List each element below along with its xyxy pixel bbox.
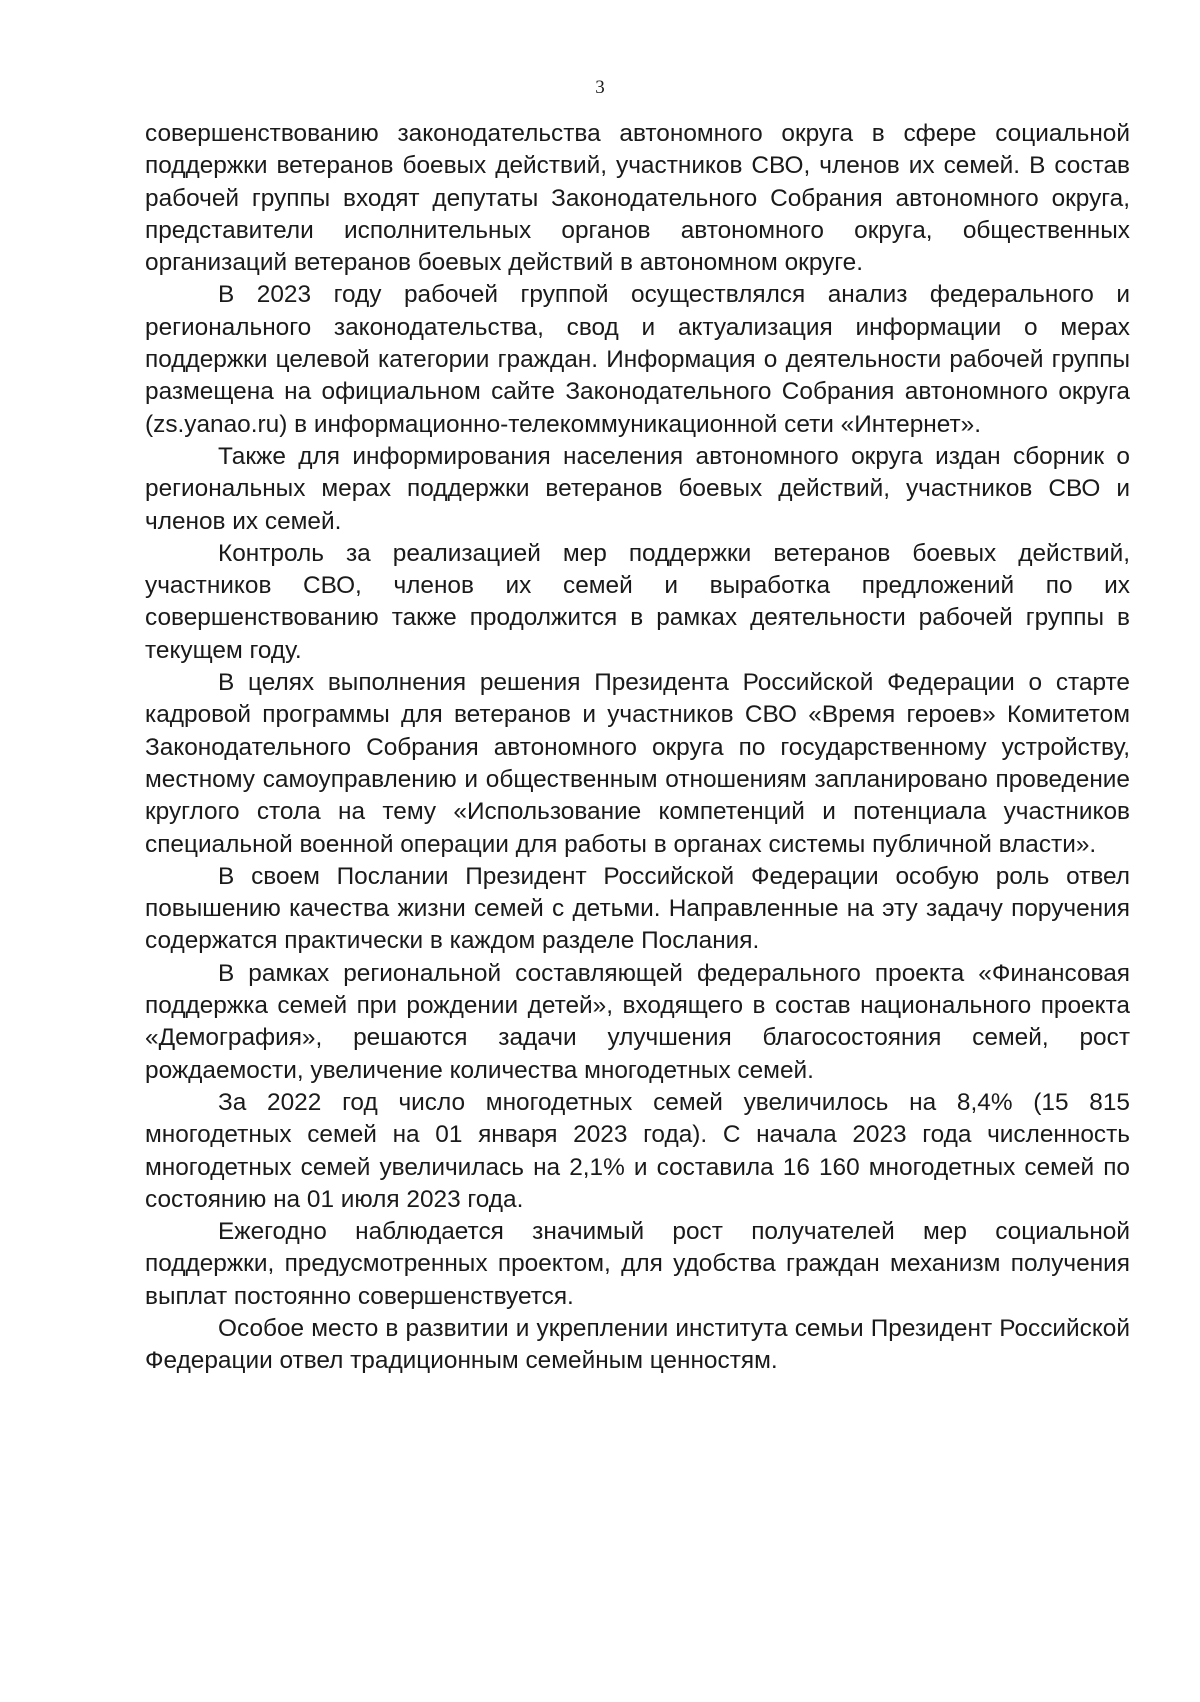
paragraph-1: совершенствованию законодательства автономного округа в сфере социальной поддержки ветеранов боевых действий, участников СВО, членов их семей. В состав рабочей группы входят депутаты Законодательного Собрания автономного округа, представители исполнительных органов автономного округа, общественных организаций ветеранов боевых действий в автономном округе. xyxy=(145,120,1130,277)
paragraph-10: Особое место в развитии и укреплении института семьи Президент Российской Федерации отвел традиционным семейным ценностям. xyxy=(145,1314,1130,1375)
paragraph-7: В рамках региональной составляющей федерального проекта «Финансовая поддержка семей при рождении детей», входящего в состав национального проекта «Демография», решаются задачи улучшения благосостояния семей, рост рождаемости, увеличение количества многодетных семей. xyxy=(145,959,1130,1084)
paragraph-9: Ежегодно наблюдается значимый рост получателей мер социальной поддержки, предусмотренных проектом, для удобства граждан механизм получения выплат постоянно совершенствуется. xyxy=(145,1218,1130,1310)
document-body xyxy=(145,118,1130,1378)
paragraph-3: Также для информирования населения автономного округа издан сборник о региональных мерах поддержки ветеранов боевых действий, участников СВО и членов их семей. xyxy=(145,442,1130,535)
paragraph-4: Контроль за реализацией мер поддержки ветеранов боевых действий, участников СВО, членов их семей и выработка предложений по их совершенствованию также продолжится в рамках деятельности рабочей группы в текущем году. xyxy=(145,539,1130,664)
paragraph-5: В целях выполнения решения Президента Российской Федерации о старте кадровой программы для ветеранов и участников СВО «Время героев» Комитетом Законодательного Собрания автономного округа по государственному устройству, местному самоуправлению и общественным отношениям запланировано проведение круглого стола на тему «Использование компетенций и потенциала участников специальной военной операции для работы в органах системы публичной власти». xyxy=(145,669,1130,858)
paragraph-6: В своем Послании Президент Российской Федерации особую роль отвел повышению качества жизни семей с детьми. Направленные на эту задачу поручения содержатся практически в каждом разделе Послания. xyxy=(145,862,1130,955)
paragraph-8: За 2022 год число многодетных семей увеличилось на 8,4% (15 815 многодетных семей на 01 января 2023 года). С начала 2023 года численность многодетных семей увеличилась на 2,1% и составила 16 160 многодетных семей по состоянию на 01 июля 2023 года. xyxy=(145,1088,1130,1213)
paragraph-2: В 2023 году рабочей группой осуществлялся анализ федерального и регионального законодательства, свод и актуализация информации о мерах поддержки целевой категории граждан. Информация о деятельности рабочей группы размещена на официальном сайте Законодательного Собрания автономного округа (zs.yanao.ru) в информационно-телекоммуникационной сети «Интернет». xyxy=(145,281,1130,438)
page-number: 3 xyxy=(595,77,605,98)
